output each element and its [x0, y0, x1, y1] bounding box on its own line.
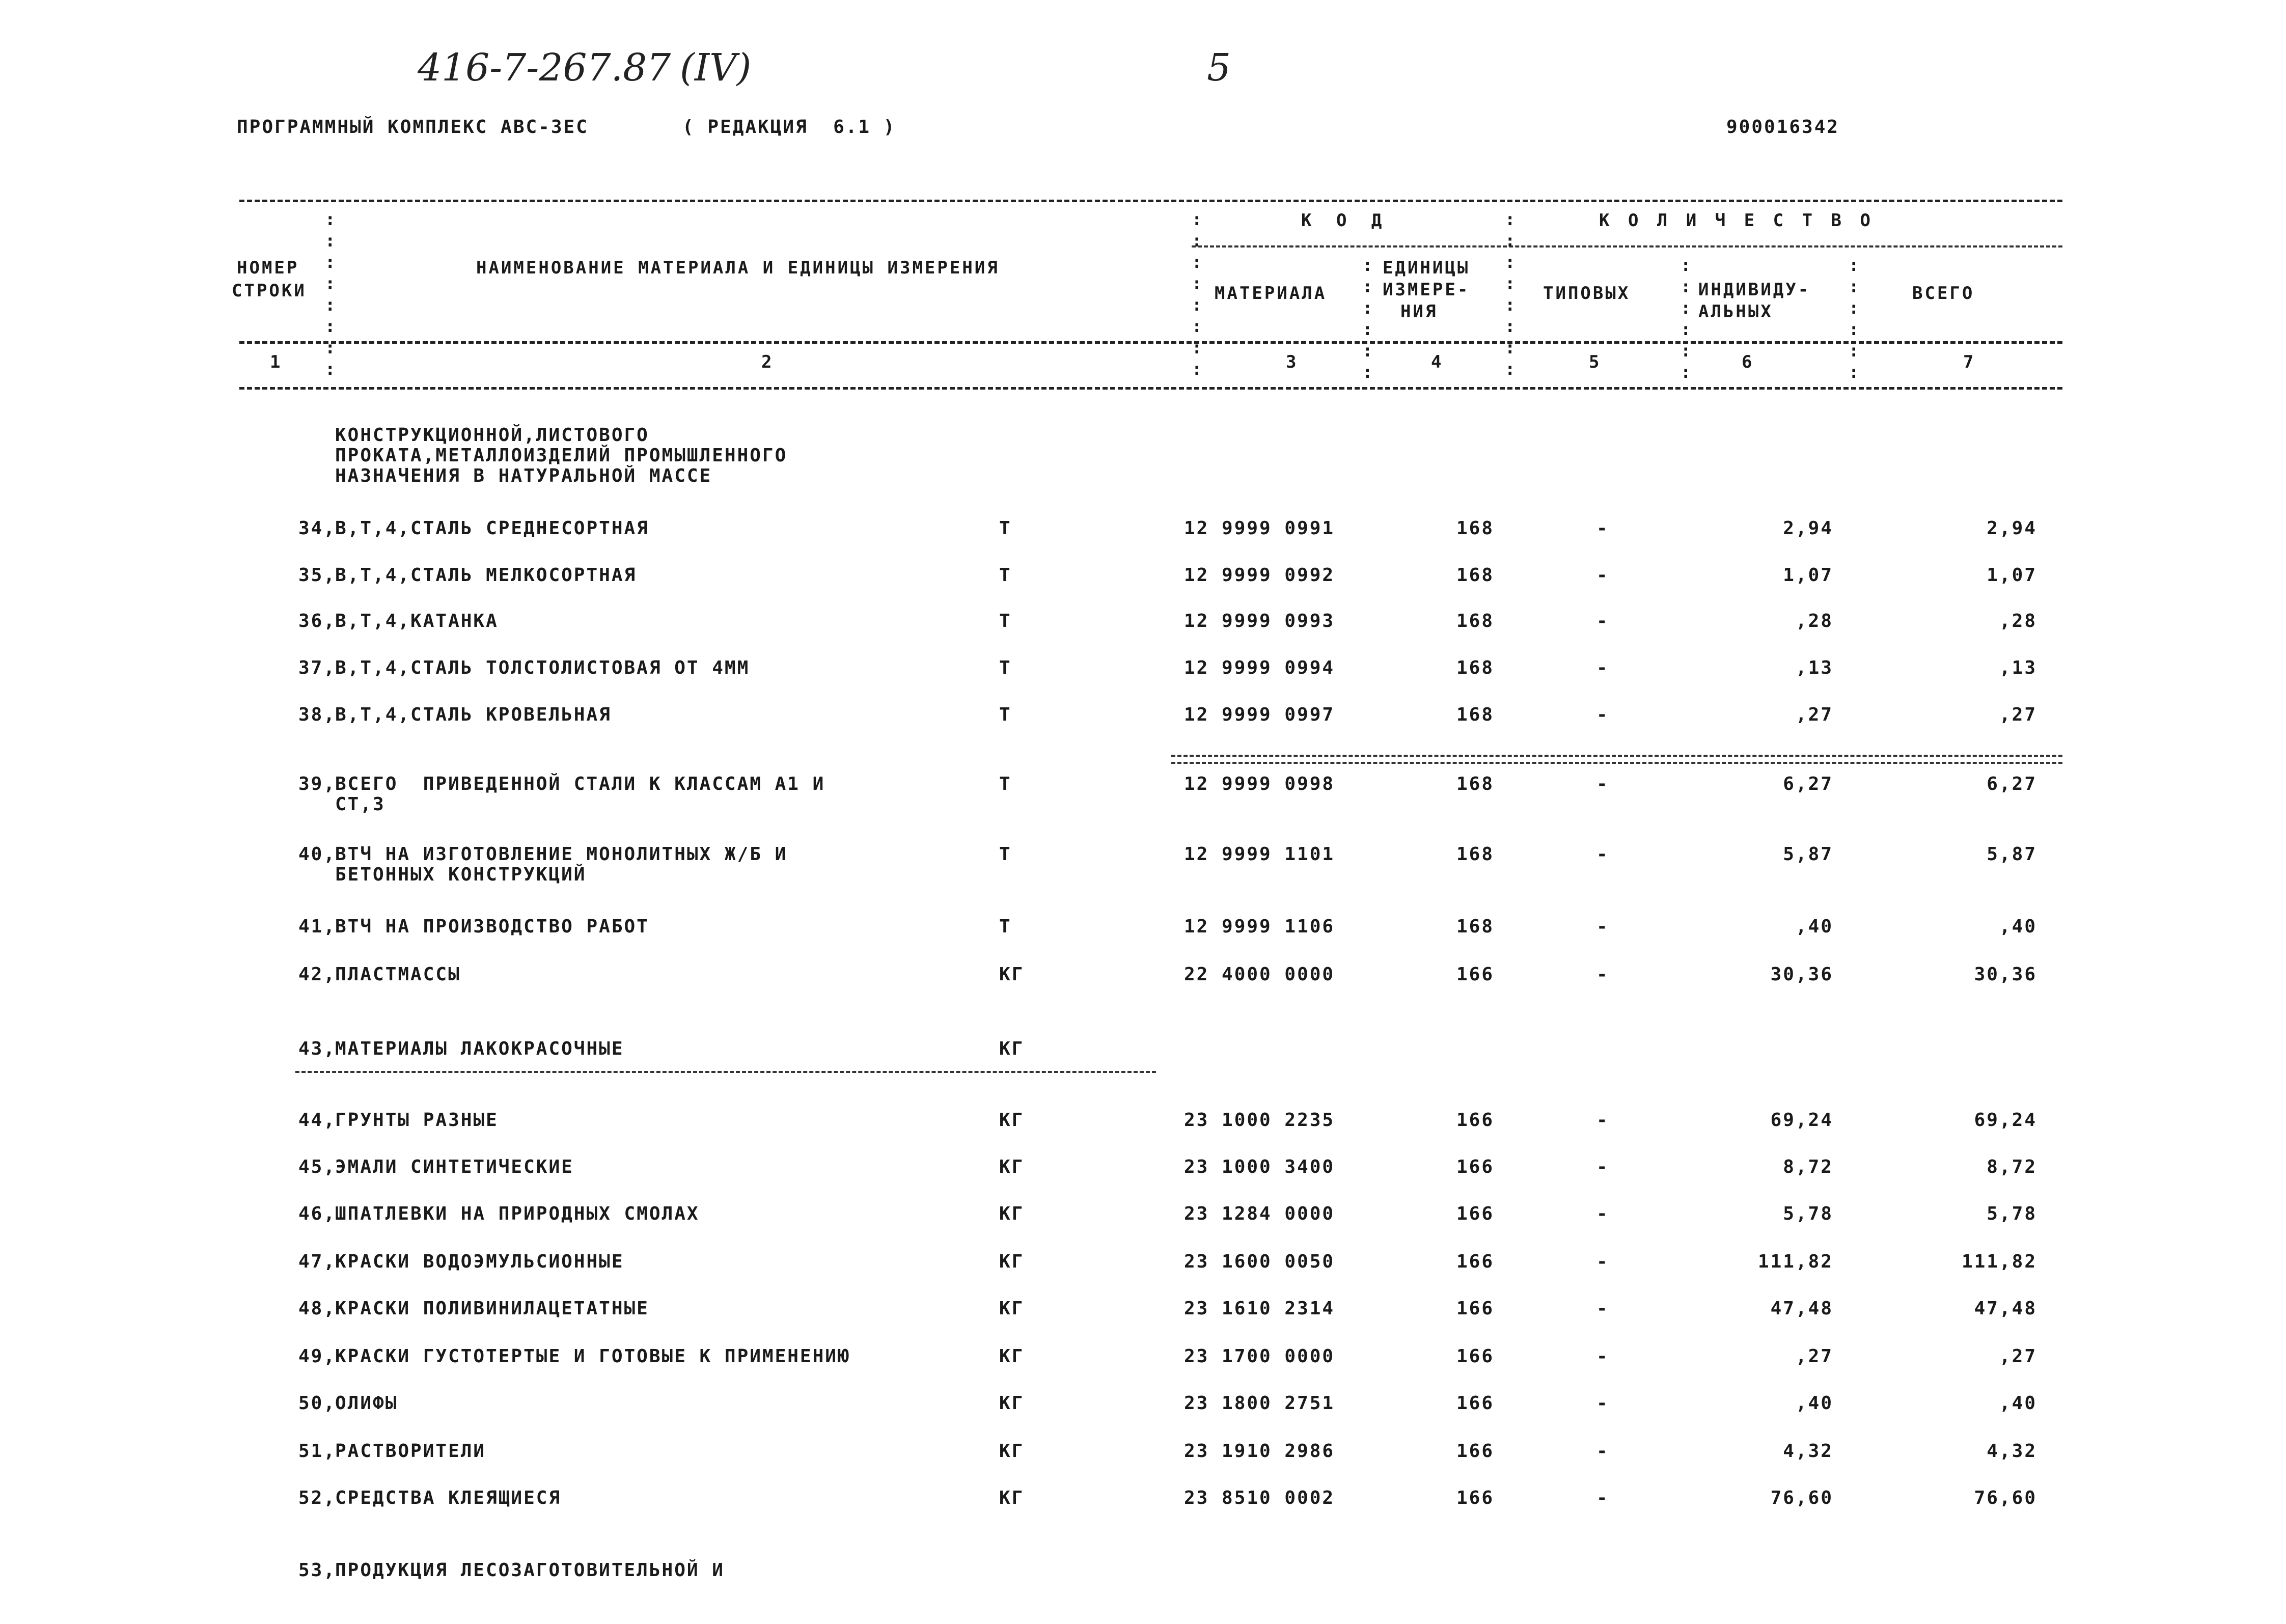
edition: ( РЕДАКЦИЯ 6.1 ): [682, 117, 896, 137]
column-number: 4: [1431, 352, 1444, 372]
unit-code: 168: [1456, 518, 1495, 539]
typical-qty: -: [1596, 1298, 1609, 1319]
unit: Т: [999, 518, 1012, 539]
row-number: 34,: [298, 518, 336, 539]
total-qty: ,27: [1999, 704, 2037, 725]
header-unit-code: ИЗМЕРЕ-: [1383, 280, 1470, 300]
column-separators: : : : : : : : :: [325, 209, 336, 379]
total-qty: 69,24: [1974, 1110, 2037, 1131]
section-title: КОНСТРУКЦИОННОЙ,ЛИСТОВОГО: [335, 425, 649, 446]
typical-qty: -: [1596, 1488, 1609, 1508]
header-total: ВСЕГО: [1912, 283, 1975, 304]
subgroup-rule: [295, 1071, 1156, 1073]
material-name: ЭМАЛИ СИНТЕТИЧЕСКИЕ: [335, 1157, 574, 1177]
unit: Т: [999, 704, 1012, 725]
row-number: 47,: [298, 1251, 336, 1272]
unit: КГ: [999, 1038, 1025, 1059]
row-number: 49,: [298, 1346, 336, 1367]
unit: Т: [999, 916, 1012, 937]
total-qty: 8,72: [1987, 1157, 2037, 1177]
total-qty: ,13: [1999, 657, 2037, 678]
column-number-rule: [239, 387, 2062, 390]
typical-qty: -: [1596, 611, 1609, 631]
total-qty: 76,60: [1974, 1488, 2037, 1508]
individual-qty: 47,48: [1770, 1298, 1833, 1319]
individual-qty: 111,82: [1757, 1251, 1833, 1272]
unit: КГ: [999, 1251, 1025, 1272]
material-code: 23 1610 2314: [1184, 1298, 1335, 1319]
total-qty: 5,78: [1987, 1203, 2037, 1224]
unit: Т: [999, 565, 1012, 586]
material-name: КРАСКИ ВОДОЭМУЛЬСИОННЫЕ: [335, 1251, 624, 1272]
individual-qty: 8,72: [1783, 1157, 1833, 1177]
row-number: 43,: [298, 1038, 336, 1059]
material-name: ПЛАСТМАССЫ: [335, 964, 461, 985]
typical-qty: -: [1596, 1251, 1609, 1272]
unit-code: 166: [1456, 1157, 1495, 1177]
material-name: ГРУНТЫ РАЗНЫЕ: [335, 1110, 499, 1131]
document-code: 900016342: [1726, 117, 1840, 137]
program-name: ПРОГРАММНЫЙ КОМПЛЕКС АВС-3ЕС: [237, 117, 589, 137]
individual-qty: ,13: [1795, 657, 1833, 678]
typical-qty: -: [1596, 1157, 1609, 1177]
individual-qty: 6,27: [1783, 774, 1833, 794]
row-number: 44,: [298, 1110, 336, 1131]
typical-qty: -: [1596, 704, 1609, 725]
typical-qty: -: [1596, 916, 1609, 937]
total-qty: 4,32: [1987, 1441, 2037, 1462]
individual-qty: 4,32: [1783, 1441, 1833, 1462]
typical-qty: -: [1596, 1346, 1609, 1367]
unit-code: 168: [1456, 704, 1495, 725]
material-name: ШПАТЛЕВКИ НА ПРИРОДНЫХ СМОЛАХ: [335, 1203, 700, 1224]
section-title: ПРОКАТА,МЕТАЛЛОИЗДЕЛИЙ ПРОМЫШЛЕННОГО: [335, 445, 788, 466]
column-separators: : : : : : :: [1849, 255, 1859, 382]
material-name: В,Т,4,СТАЛЬ КРОВЕЛЬНАЯ: [335, 704, 612, 725]
individual-qty: 2,94: [1783, 518, 1833, 539]
individual-qty: 5,78: [1783, 1203, 1833, 1224]
row-number: 41,: [298, 916, 336, 937]
material-code: 12 9999 0994: [1184, 657, 1335, 678]
column-separators: : : : : : :: [1681, 255, 1691, 382]
typical-qty: -: [1596, 774, 1609, 794]
unit-code: 166: [1456, 1203, 1495, 1224]
total-qty: 111,82: [1961, 1251, 2037, 1272]
unit: КГ: [999, 964, 1025, 985]
row-number: 40,: [298, 844, 336, 865]
typical-qty: -: [1596, 1203, 1609, 1224]
unit: КГ: [999, 1393, 1025, 1414]
unit-code: 166: [1456, 1441, 1495, 1462]
individual-qty: ,28: [1795, 611, 1833, 631]
column-separators: : : : : : : : :: [1192, 209, 1202, 379]
individual-qty: 1,07: [1783, 565, 1833, 586]
individual-qty: 76,60: [1770, 1488, 1833, 1508]
material-name: В,Т,4,КАТАНКА: [335, 611, 499, 631]
total-qty: 5,87: [1987, 844, 2037, 865]
total-qty: 30,36: [1974, 964, 2037, 985]
material-code: 12 9999 0993: [1184, 611, 1335, 631]
row-number: 36,: [298, 611, 336, 631]
header-material-name: НАИМЕНОВАНИЕ МАТЕРИАЛА И ЕДИНИЦЫ ИЗМЕРЕНИЯ: [476, 258, 1000, 278]
individual-qty: ,40: [1795, 916, 1833, 937]
individual-qty: ,27: [1795, 1346, 1833, 1367]
header-bottom-rule: [239, 341, 2062, 344]
material-name: ВТЧ НА ИЗГОТОВЛЕНИЕ МОНОЛИТНЫХ Ж/Б И: [335, 844, 788, 865]
unit: КГ: [999, 1157, 1025, 1177]
unit-code: 166: [1456, 964, 1495, 985]
row-number: 50,: [298, 1393, 336, 1414]
unit: КГ: [999, 1346, 1025, 1367]
material-name: ВСЕГО ПРИВЕДЕННОЙ СТАЛИ К КЛАССАМ А1 И: [335, 774, 825, 794]
unit-code: 168: [1456, 611, 1495, 631]
column-number: 2: [761, 352, 774, 372]
unit-code: 168: [1456, 774, 1495, 794]
material-name: В,Т,4,СТАЛЬ СРЕДНЕСОРТНАЯ: [335, 518, 649, 539]
total-qty: 2,94: [1987, 518, 2037, 539]
unit: Т: [999, 844, 1012, 865]
individual-qty: 69,24: [1770, 1110, 1833, 1131]
header-unit-code: НИЯ: [1400, 301, 1438, 322]
total-qty: ,27: [1999, 1346, 2037, 1367]
material-name: ПРОДУКЦИЯ ЛЕСОЗАГОТОВИТЕЛЬНОЙ И: [335, 1560, 725, 1581]
material-code: 23 1000 3400: [1184, 1157, 1335, 1177]
material-code: 23 1284 0000: [1184, 1203, 1335, 1224]
total-qty: 6,27: [1987, 774, 2037, 794]
material-name: ВТЧ НА ПРОИЗВОДСТВО РАБОТ: [335, 916, 649, 937]
header-row-number: НОМЕР: [237, 258, 299, 278]
material-name-cont: СТ,3: [335, 794, 385, 815]
row-number: 52,: [298, 1488, 336, 1508]
column-number: 1: [270, 352, 283, 372]
unit-code: 166: [1456, 1298, 1495, 1319]
total-separator-rule: [1171, 755, 2062, 764]
material-name: СРЕДСТВА КЛЕЯЩИЕСЯ: [335, 1488, 562, 1508]
unit-code: 166: [1456, 1110, 1495, 1131]
typical-qty: -: [1596, 657, 1609, 678]
row-number: 35,: [298, 565, 336, 586]
material-code: 22 4000 0000: [1184, 964, 1335, 985]
material-code: 12 9999 0992: [1184, 565, 1335, 586]
material-code: 12 9999 0997: [1184, 704, 1335, 725]
material-code: 12 9999 0998: [1184, 774, 1335, 794]
material-name: МАТЕРИАЛЫ ЛАКОКРАСОЧНЫЕ: [335, 1038, 624, 1059]
individual-qty: ,40: [1795, 1393, 1833, 1414]
row-number: 38,: [298, 704, 336, 725]
header-individual: АЛЬНЫХ: [1698, 301, 1773, 322]
unit: КГ: [999, 1110, 1025, 1131]
column-separators: : : : : : : : :: [1505, 209, 1516, 379]
individual-qty: ,27: [1795, 704, 1833, 725]
header-mid-rule: [1192, 245, 2062, 247]
section-title: НАЗНАЧЕНИЯ В НАТУРАЛЬНОЙ МАССЕ: [335, 465, 712, 486]
volume-mark: (IV): [680, 46, 752, 90]
unit-code: 168: [1456, 916, 1495, 937]
typical-qty: -: [1596, 964, 1609, 985]
material-code: 23 1910 2986: [1184, 1441, 1335, 1462]
header-individual: ИНДИВИДУ-: [1698, 280, 1811, 300]
unit: КГ: [999, 1488, 1025, 1508]
unit-code: 168: [1456, 657, 1495, 678]
column-number: 7: [1963, 352, 1976, 372]
individual-qty: 30,36: [1770, 964, 1833, 985]
typical-qty: -: [1596, 1110, 1609, 1131]
header-unit-code: ЕДИНИЦЫ: [1383, 258, 1470, 278]
column-separators: : : : : : :: [1362, 255, 1373, 382]
unit-code: 168: [1456, 844, 1495, 865]
material-name: РАСТВОРИТЕЛИ: [335, 1441, 486, 1462]
total-qty: 47,48: [1974, 1298, 2037, 1319]
material-name: В,Т,4,СТАЛЬ ТОЛСТОЛИСТОВАЯ ОТ 4ММ: [335, 657, 750, 678]
typical-qty: -: [1596, 844, 1609, 865]
material-code: 12 9999 1106: [1184, 916, 1335, 937]
unit: КГ: [999, 1298, 1025, 1319]
material-name: ОЛИФЫ: [335, 1393, 398, 1414]
header-typical: ТИПОВЫХ: [1543, 283, 1631, 304]
header-kod: К О Д: [1301, 210, 1389, 231]
unit-code: 166: [1456, 1346, 1495, 1367]
row-number: 37,: [298, 657, 336, 678]
material-code: 23 8510 0002: [1184, 1488, 1335, 1508]
total-qty: ,28: [1999, 611, 2037, 631]
column-number: 3: [1286, 352, 1299, 372]
header-quantity: К О Л И Ч Е С Т В О: [1599, 210, 1875, 231]
column-number: 5: [1589, 352, 1602, 372]
material-code: 12 9999 0991: [1184, 518, 1335, 539]
row-number: 51,: [298, 1441, 336, 1462]
row-number: 39,: [298, 774, 336, 794]
row-number: 46,: [298, 1203, 336, 1224]
unit: КГ: [999, 1441, 1025, 1462]
unit-code: 168: [1456, 565, 1495, 586]
typical-qty: -: [1596, 1393, 1609, 1414]
material-code: 23 1800 2751: [1184, 1393, 1335, 1414]
row-number: 42,: [298, 964, 336, 985]
row-number: 53,: [298, 1560, 336, 1581]
page-number: 5: [1207, 46, 1231, 90]
table-top-rule: [239, 200, 2062, 202]
material-name: В,Т,4,СТАЛЬ МЕЛКОСОРТНАЯ: [335, 565, 637, 586]
total-qty: ,40: [1999, 1393, 2037, 1414]
typical-qty: -: [1596, 565, 1609, 586]
typical-qty: -: [1596, 1441, 1609, 1462]
total-qty: 1,07: [1987, 565, 2037, 586]
row-number: 48,: [298, 1298, 336, 1319]
total-qty: ,40: [1999, 916, 2037, 937]
material-code: 23 1600 0050: [1184, 1251, 1335, 1272]
unit: Т: [999, 774, 1012, 794]
column-number: 6: [1742, 352, 1754, 372]
material-name-cont: БЕТОННЫХ КОНСТРУКЦИЙ: [335, 864, 587, 885]
unit-code: 166: [1456, 1393, 1495, 1414]
individual-qty: 5,87: [1783, 844, 1833, 865]
unit: Т: [999, 611, 1012, 631]
header-row-number: СТРОКИ: [232, 281, 307, 301]
material-code: 12 9999 1101: [1184, 844, 1335, 865]
header-material-code: МАТЕРИАЛА: [1215, 283, 1327, 304]
unit: Т: [999, 657, 1012, 678]
material-name: КРАСКИ ГУСТОТЕРТЫЕ И ГОТОВЫЕ К ПРИМЕНЕНИЮ: [335, 1346, 850, 1367]
unit: КГ: [999, 1203, 1025, 1224]
typical-qty: -: [1596, 518, 1609, 539]
unit-code: 166: [1456, 1251, 1495, 1272]
row-number: 45,: [298, 1157, 336, 1177]
doc-number: 416-7-267.87: [418, 46, 671, 90]
material-name: КРАСКИ ПОЛИВИНИЛАЦЕТАТНЫЕ: [335, 1298, 649, 1319]
material-code: 23 1000 2235: [1184, 1110, 1335, 1131]
material-code: 23 1700 0000: [1184, 1346, 1335, 1367]
unit-code: 166: [1456, 1488, 1495, 1508]
